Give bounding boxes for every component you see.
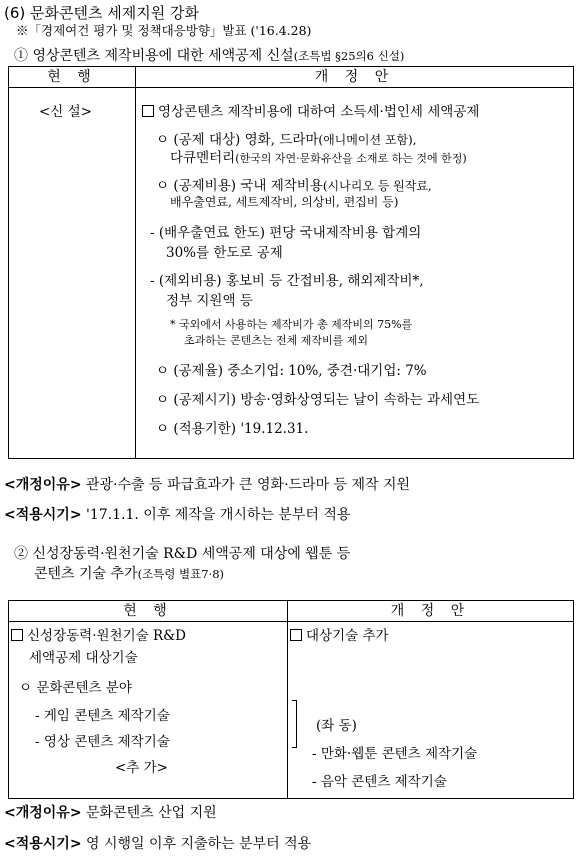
section2-heading: ② 신성장동력·원천기술 R&D 세액공제 대상에 웹툰 등 <box>14 546 351 562</box>
section1-heading <box>14 45 404 65</box>
current-tech-culture: ㅇ 문화콘텐츠 분야 <box>19 680 132 696</box>
section2-table <box>8 600 574 799</box>
current-tech-heading-cont: 세액공제 대상기술 <box>29 650 138 666</box>
announcement-note: ※「경제여건 평가 및 정책대응방향」발표 ('16.4.28) <box>16 23 312 38</box>
section1-heading-ref: (조특법 §25의6 신설) <box>293 49 405 63</box>
revised-tech-webtoon: - 만화·웹툰 콘텐츠 제작기술 <box>312 746 478 762</box>
revised-item-expiry: ㅇ (적용기한) '19.12.31. <box>156 421 309 437</box>
section1-table <box>8 66 574 459</box>
revised-item-actor-limit-cont: 30%를 한도로 공제 <box>166 245 283 261</box>
current-tech-add: <추 가> <box>115 760 168 776</box>
revised-item-timing: ㅇ (공제시기) 방송·영화상영되는 날이 속하는 과세연도 <box>156 392 480 408</box>
section1-apply: <적용시기> '17.1.1. 이후 제작을 개시하는 분부터 적용 <box>4 507 351 523</box>
revised-tech-same: (좌 동) <box>316 718 357 734</box>
revised-item-target: ㅇ (공제 대상) 영화, 드라마(애니메이션 포함), <box>156 132 417 148</box>
section1-revised-cell <box>136 88 574 459</box>
section1-heading-text: ① 영상콘텐츠 제작비용에 대한 세액공제 신설 <box>14 48 294 64</box>
revised-item-excluded: - (제외비용) 홍보비 등 간접비용, 해외제작비*, <box>150 273 424 289</box>
checkbox-square-icon <box>142 105 154 117</box>
section2-heading-cont: 콘텐츠 기술 추가(조특령 별표7·8) <box>34 566 225 582</box>
revised-footnote: * 국외에서 사용하는 제작비가 총 제작비의 75%를 <box>170 318 413 331</box>
revised-footnote-cont: 초과하는 콘텐츠는 전체 제작비를 제외 <box>184 334 369 347</box>
section2-reason: <개정이유> 문화콘텐츠 산업 지원 <box>4 805 217 821</box>
current-tech-game: - 게임 콘텐츠 제작기술 <box>35 708 170 724</box>
checkbox-square-icon <box>11 629 23 641</box>
section2-header-current: 현 행 <box>9 601 288 622</box>
section-title: (6) 문화콘텐츠 세제지원 강화 <box>4 4 199 22</box>
current-value: <신 설> <box>39 104 92 120</box>
revised-item-target-cont: 다큐멘터리(한국의 자연·문화유산을 소재로 하는 것에 한정) <box>170 150 467 166</box>
section2-apply: <적용시기> 영 시행일 이후 지출하는 분부터 적용 <box>4 836 312 852</box>
section2-current-cell <box>9 622 288 799</box>
section2-revised-cell <box>288 622 574 799</box>
revised-item-cost: ㅇ (공제비용) 국내 제작비용(시나리오 등 원작료, <box>156 178 432 194</box>
current-tech-video: - 영상 콘텐츠 제작기술 <box>35 734 170 750</box>
revised-item-excluded-cont: 정부 지원액 등 <box>166 293 253 309</box>
revised-item-cost-cont: 배우출연료, 세트제작비, 의상비, 편집비 등) <box>170 195 399 209</box>
section1-current-cell <box>9 88 136 459</box>
revised-tech-music: - 음악 콘텐츠 제작기술 <box>312 774 447 790</box>
revised-summary: 영상콘텐츠 제작비용에 대하여 소득세·법인세 세액공제 <box>142 100 479 120</box>
section1-header-revised: 개 정 안 <box>136 67 574 88</box>
bracket-divider <box>292 700 297 748</box>
section2-header-revised: 개 정 안 <box>288 601 574 622</box>
section1-reason: <개정이유> 관광·수출 등 파급효과가 큰 영화·드라마 등 제작 지원 <box>4 477 411 493</box>
section1-header-current: 현 행 <box>9 67 136 88</box>
revised-tech-heading: 대상기술 추가 <box>290 624 389 644</box>
revised-item-actor-limit: - (배우출연료 한도) 편당 국내제작비용 합계의 <box>150 225 422 241</box>
current-tech-heading: 신성장동력·원천기술 R&D <box>11 624 186 644</box>
checkbox-square-icon <box>290 629 302 641</box>
revised-item-rate: ㅇ (공제율) 중소기업: 10%, 중견·대기업: 7% <box>156 363 427 379</box>
